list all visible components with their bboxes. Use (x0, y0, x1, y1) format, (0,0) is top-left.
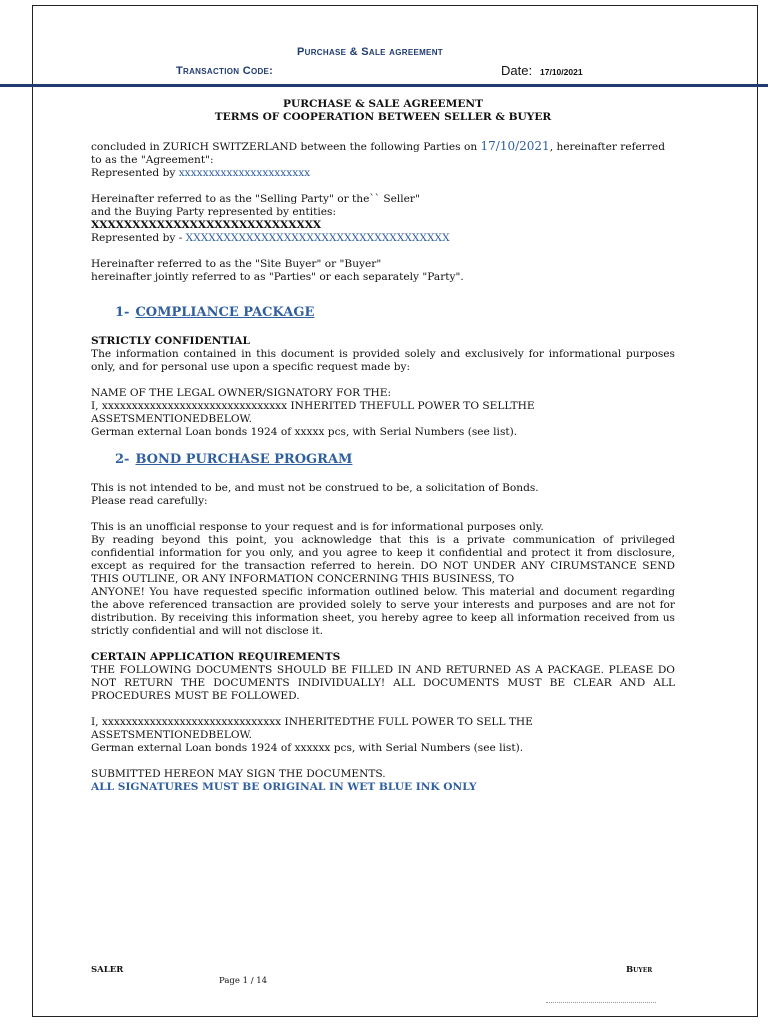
unofficial-line: This is an unofficial response to your request and is for informational purposes only. (91, 521, 544, 533)
buyer-line-2: hereinafter jointly referred to as "Parties" or each separately "Party". (91, 271, 464, 283)
header-rule (0, 84, 768, 87)
section-1-title: COMPLIANCE PACKAGE (135, 305, 315, 320)
buyer-line-1: Hereinafter referred to as the "Site Buyer" or "Buyer" (91, 258, 382, 270)
reading-paragraph: By reading beyond this point, you acknowledge that this is a private communication of privileged confidential information for you only, and you agree to keep it confidential and protect it from disclosure, except as required for the transaction referred to herein. DO NOT UNDER ANY CIRUMSTANCE SEND THIS OUTLINE, OR ANY INFORMATION CONCERNING THIS BUSINESS, TO (91, 534, 675, 585)
document-body (91, 98, 675, 794)
submitted-line: SUBMITTED HEREON MAY SIGN THE DOCUMENTS. (91, 768, 386, 780)
owner2-line-2: ASSETSMENTIONEDBELOW. (91, 729, 252, 741)
strictly-confidential: STRICTLY CONFIDENTIAL (91, 335, 250, 347)
footer-buyer: Buyer (626, 965, 653, 975)
section-2-number: 2- (115, 452, 130, 467)
represented-by-2-label: Represented by - (91, 232, 186, 244)
section-2-title: BOND PURCHASE PROGRAM (135, 452, 353, 467)
info-paragraph: The information contained in this document is provided solely and exclusively for informational purposes only, and for personal use upon a specific request made by: (91, 348, 675, 373)
intro-line (91, 140, 675, 154)
represented-by-label: Represented by (91, 167, 179, 179)
section-2-heading (115, 453, 675, 466)
transaction-code-label: Transaction Code: (176, 65, 274, 77)
buyer-entity: XXXXXXXXXXXXXXXXXXXXXXXXXXXX (91, 219, 322, 231)
owner-line-4: German external Loan bonds 1924 of xxxxx pcs, with Serial Numbers (see list). (91, 426, 518, 438)
date-value: 17/10/2021 (540, 67, 583, 77)
represented-by-value: xxxxxxxxxxxxxxxxxxxxxx (178, 167, 311, 179)
owner2-line-3: German external Loan bonds 1924 of xxxxxx pcs, with Serial Numbers (see list). (91, 742, 524, 754)
owner-line-1: NAME OF THE LEGAL OWNER/SIGNATORY FOR THE: (91, 387, 392, 399)
signatures-line: ALL SIGNATURES MUST BE ORIGINAL IN WET BLUE INK ONLY (91, 781, 477, 793)
owner-line-3: ASSETSMENTIONEDBELOW. (91, 413, 252, 425)
doc-title-2: TERMS OF COOPERATION BETWEEN SELLER & BUYER (214, 111, 552, 123)
seller-line-2: and the Buying Party represented by entities: (91, 206, 337, 218)
owner2-line-1: I, xxxxxxxxxxxxxxxxxxxxxxxxxxxxxx INHERITEDTHE FULL POWER TO SELL THE (91, 716, 533, 728)
intro-text-a: concluded in ZURICH SWITZERLAND between the following Parties on (91, 141, 481, 153)
anyone-paragraph: ANYONE! You have requested specific information outlined below. This material and document regarding the above referenced transaction are provided solely to serve your interests and purposes and are not for distribution. By receiving this information sheet, you hereby agree to keep all information received from us strictly confidential and will not disclose it. (91, 586, 675, 637)
page-number: Page 1 / 14 (219, 976, 268, 986)
represented-by-2-value: XXXXXXXXXXXXXXXXXXXXXXXXXXXXXXXXXXX (185, 232, 450, 244)
date-label: Date: (501, 63, 533, 78)
section-1-number: 1- (115, 305, 130, 320)
owner-line-2: I, xxxxxxxxxxxxxxxxxxxxxxxxxxxxxxx INHERITED THEFULL POWER TO SELLTHE (91, 400, 535, 412)
doc-title-1: PURCHASE & SALE AGREEMENT (282, 98, 483, 110)
header-title: Purchase & Sale agreement (297, 46, 443, 58)
intro-date: 17/10/2021 (480, 139, 550, 153)
signature-dotted-line (546, 1002, 656, 1003)
solicit-line-2: Please read carefully: (91, 495, 208, 507)
intro-text-b: , hereinafter referred (549, 141, 665, 153)
solicit-line-1: This is not intended to be, and must not be construed to be, a solicitation of Bonds. (91, 482, 539, 494)
section-1-heading (115, 306, 675, 319)
footer-saler: SALER (91, 965, 124, 975)
represented-by (91, 167, 675, 180)
requirements-paragraph: THE FOLLOWING DOCUMENTS SHOULD BE FILLED IN AND RETURNED AS A PACKAGE. PLEASE DO NOT RETURN THE DOCUMENTS INDIVIDUALLY! ALL DOCUMENTS MUST BE CLEAR AND ALL PROCEDURES MUST BE FOLLOWED. (91, 664, 675, 702)
represented-by-2 (91, 232, 675, 245)
seller-line-1: Hereinafter referred to as the "Selling Party" or the`` Seller" (91, 193, 420, 205)
intro-line-2: to as the "Agreement": (91, 154, 214, 166)
requirements-heading: CERTAIN APPLICATION REQUIREMENTS (91, 651, 341, 663)
